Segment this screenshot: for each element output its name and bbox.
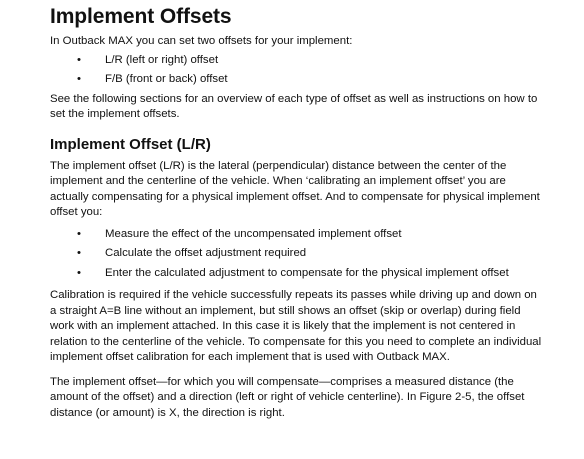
section-heading: Implement Offset (L/R) <box>50 135 211 153</box>
section-paragraph-1: The implement offset (L/R) is the lateral (perpendicular) distance between the center of the implement and the centerline of the vehicle. When ‘calibrating an implement offset’ you are actually compensating for a physical implement offset. And to compensate for physical implement offset you: <box>50 159 540 218</box>
bullet-icon: • <box>77 227 81 240</box>
intro-text: In Outback MAX you can set two offsets for your implement: <box>50 35 353 47</box>
page-title: Implement Offsets <box>50 5 232 28</box>
offset-types-list <box>50 53 544 88</box>
bullet-icon: • <box>77 247 81 259</box>
section-paragraph-3: The implement offset—for which you will compensate—comprises a measured distance (the amount of the offset) and a direction (left or right of vehicle centerline). In Figure 2-5, the offset distance (or amount) is X, the direction is right. <box>50 375 525 419</box>
overview-text: See the following sections for an overview of each type of offset as well as instructions on how to set the implement offsets. <box>50 92 538 120</box>
list-item-text: L/R (left or right) offset <box>105 53 219 66</box>
bullet-icon: • <box>77 53 81 66</box>
list-item-text: Enter the calculated adjustment to compensate for the physical implement offset <box>105 266 509 279</box>
list-item-text: F/B (front or back) offset <box>105 73 228 85</box>
list-item <box>50 227 544 243</box>
list-item <box>50 266 544 282</box>
list-item <box>50 72 544 88</box>
bullet-icon: • <box>77 73 81 85</box>
list-item-text: Calculate the offset adjustment required <box>105 247 307 259</box>
list-item <box>50 246 544 262</box>
bullet-icon: • <box>77 266 81 279</box>
list-item-text: Measure the effect of the uncompensated implement offset <box>105 227 402 240</box>
list-item <box>50 53 544 69</box>
section-paragraph-2: Calibration is required if the vehicle successfully repeats its passes while driving up and down on a straight A=B line without an implement, but still shows an offset (skip or overlap) during field work with an implement attached. In this case it is likely that the implement is not centered in relation to the centerline of the vehicle. To compensate for this you need to complete an individual implement offset calibration for each implement that is used with Outback MAX. <box>50 289 542 363</box>
steps-list <box>50 227 544 282</box>
